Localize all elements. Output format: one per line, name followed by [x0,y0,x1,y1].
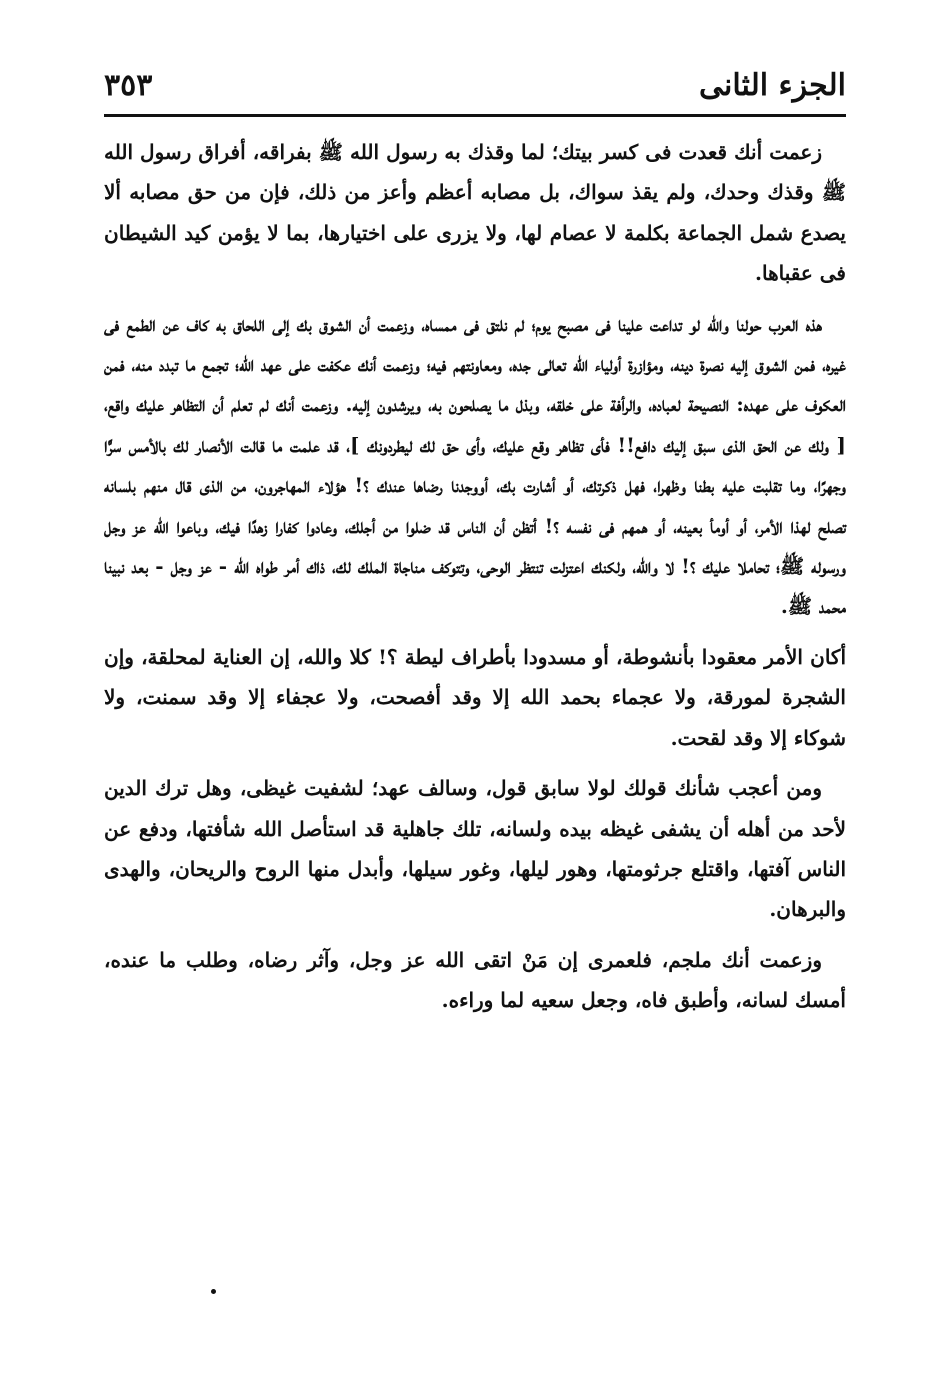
page-number: ٣٥٣ [104,68,153,103]
page-header [104,60,846,114]
running-title: الجزء الثانى [699,68,846,103]
book-page [104,60,846,1320]
stray-dot [211,1289,216,1294]
paragraph: زعمت أنك قعدت فى كسر بيتك؛ لما وقذك به رسول الله ﷺ بفراقه، أفراق رسول الله ﷺ وقذك وحدك، ولم يقذ سواك، بل مصابه أعظم وأعز من ذلك، فإن من حق مصابه ألا يصدع شمل الجماعة بكلمة لا عصام لها، ولا يزرى على اختيارها، بما لا يؤمن كيد الشيطان فى عقباها. [104,140,846,286]
paragraph: أكان الأمر معقودا بأنشوطة، أو مسدودا بأطراف ليطة ؟! كلا والله، إن العناية لمحلقة، وإن الشجرة لمورقة، ولا عجماء بحمد الله إلا وقد أفصحت، ولا عجفاء إلا وقد سمنت، ولا شوكاء إلا وقد لقحت. [104,644,847,750]
paragraph: وزعمت أنك ملجم، فلعمرى إن مَنْ اتقى الله عز وجل، وآثر رضاه، وطلب ما عنده، أمسك لسانه، وأطبق فاه، وجعل سعيه لما وراءه. [104,947,846,1013]
body-text [104,132,846,1031]
paragraph: ومن أعجب شأنك قولك لولا سابق قول، وسالف عهد؛ لشفيت غيظى، وهل ترك الدين لأحد من أهله أن يشفى غيظه بيده ولسانه، تلك جاهلية قد استأصل الله شأفتها، ودفع عن الناس آفتها، واقتلع جرثومتها، وهور ليلها، وغور سيلها، وأبدل منها الروح والريحان، والهدى والبرهان. [104,776,846,922]
header-rule [104,114,846,117]
paragraph: هذه العرب حولنا والله لو تداعت علينا فى مصبح يوم؛ لم نلتق فى ممساه، وزعمت أن الشوق بك إلى اللحاق به كاف عن الطمع فى غيره، فمن الشوق إليه نصرة دينه، ومؤازرة أولياء الله تعالى جده، ومعاونتهم فيه؛ وزعمت أنك عكفت على عهد الله؛ تجمع ما تبدد منه، فمن العكوف على عهده: النصيحة لعباده، والرأفة على خلقه، وبذل ما يصلحون به، ويرشدون إليه. وزعمت أنك لم تعلم أن التظاهر عليك واقع، [ ولك عن الحق الذى سبق إليك دافع!! فأى تظاهر وقع عليك، وأى حق لك ليطردونك ]، قد علمت ما قالت الأنصار لك بالأمس سرًّا وجهرًا، وما تقلبت عليه بطنا وظهرا، فهل ذكرتك، أو أشارت بك، أووجدنا رضاها عندك ؟! هؤلاء المهاجرون، من الذى قال منهم بلسانه تصلح لهذا الأمر، أو أومأ بعينه، أو همهم فى نفسه ؟! أتظن أن الناس قد ضلوا من أجلك، وعادوا كفارا زهدًا فيك، وباعوا الله عز وجل ورسوله ﷺ؛ تحاملا عليك ؟! لا والله، ولكنك اعتزلت تنتظر الوحى، وتتوكف مناجاة الملك لك، ذاك أمر طواه الله - عز وجل - بعد نبينا محمد ﷺ. [104,311,846,619]
